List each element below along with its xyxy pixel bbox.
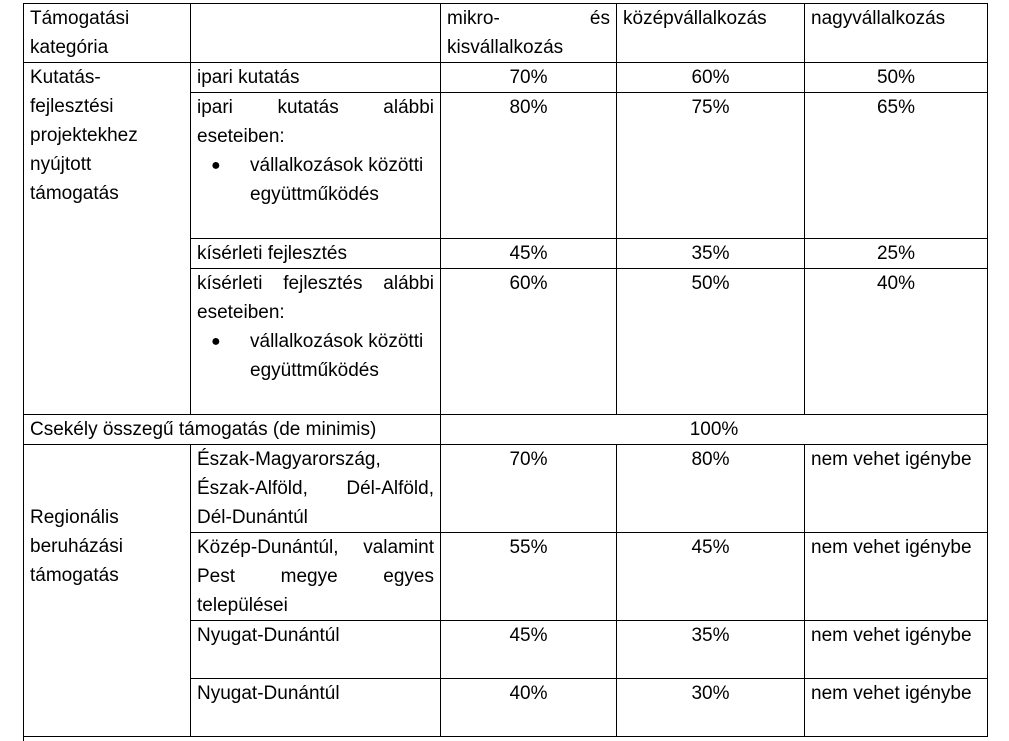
rd-sub-2 — [191, 93, 441, 239]
rd-2-micro-small: 80% — [441, 93, 617, 239]
regional-1-medium: 80% — [617, 445, 805, 533]
table-continuation-line — [23, 736, 24, 741]
rd-4-medium: 50% — [617, 269, 805, 415]
rd-3-large: 25% — [805, 239, 988, 269]
rd-sub-4-text: kísérleti fejlesztés alábbi eseteiben: — [197, 273, 434, 323]
rd-sub-4-bullet-text: vállalkozások közötti együttműködés — [250, 331, 424, 381]
bullet-icon: ● — [211, 333, 221, 350]
regional-2-medium: 45% — [617, 533, 805, 621]
rd-1-medium: 60% — [617, 63, 805, 93]
regional-category-text: Regionális beruházási támogatás — [30, 507, 123, 586]
regional-4-large: nem vehet igénybe — [805, 679, 988, 737]
rd-4-large: 40% — [805, 269, 988, 415]
list-item — [211, 327, 434, 385]
rd-1-large: 50% — [805, 63, 988, 93]
support-intensity-table — [23, 3, 988, 737]
header-empty — [191, 4, 441, 63]
table-row — [24, 415, 988, 445]
rd-sub-2-list — [197, 151, 434, 209]
regional-3-large: nem vehet igénybe — [805, 621, 988, 679]
rd-sub-1: ipari kutatás — [191, 63, 441, 93]
rd-category-label: Kutatás-fejlesztési projektekhez nyújtott támogatás — [24, 63, 191, 415]
rd-sub-4 — [191, 269, 441, 415]
regional-1-micro-small: 70% — [441, 445, 617, 533]
table-row — [24, 63, 988, 93]
regional-3-medium: 35% — [617, 621, 805, 679]
header-micro-small: mikro- és kisvállalkozás — [441, 4, 617, 63]
rd-4-micro-small: 60% — [441, 269, 617, 415]
rd-sub-2-text: ipari kutatás alábbi eseteiben: — [197, 97, 434, 147]
deminimis-label: Csekély összegű támogatás (de minimis) — [24, 415, 441, 445]
regional-4-micro-small: 40% — [441, 679, 617, 737]
regional-sub-2: Közép-Dunántúl, valamint Pest megye egyes települései — [191, 533, 441, 621]
rd-sub-2-bullet-text: vállalkozások közötti együttműködés — [250, 155, 424, 205]
bullet-icon: ● — [211, 157, 221, 174]
rd-3-micro-small: 45% — [441, 239, 617, 269]
rd-3-medium: 35% — [617, 239, 805, 269]
rd-2-medium: 75% — [617, 93, 805, 239]
rd-2-large: 65% — [805, 93, 988, 239]
rd-sub-4-list — [197, 327, 434, 385]
regional-category-label — [24, 445, 191, 737]
list-item — [211, 151, 434, 209]
table-row — [24, 445, 988, 533]
deminimis-value: 100% — [441, 415, 988, 445]
regional-1-large: nem vehet igénybe — [805, 445, 988, 533]
regional-3-micro-small: 45% — [441, 621, 617, 679]
regional-2-micro-small: 55% — [441, 533, 617, 621]
header-medium: középvállalkozás — [617, 4, 805, 63]
header-row — [24, 4, 988, 63]
regional-2-large: nem vehet igénybe — [805, 533, 988, 621]
rd-1-micro-small: 70% — [441, 63, 617, 93]
rd-sub-3: kísérleti fejlesztés — [191, 239, 441, 269]
regional-sub-3: Nyugat-Dunántúl — [191, 621, 441, 679]
header-category: Támogatási kategória — [24, 4, 191, 63]
regional-sub-4: Nyugat-Dunántúl — [191, 679, 441, 737]
regional-4-medium: 30% — [617, 679, 805, 737]
regional-sub-1: Észak-Magyarország, Észak-Alföld, Dél-Alföld, Dél-Dunántúl — [191, 445, 441, 533]
header-large: nagyvállalkozás — [805, 4, 988, 63]
